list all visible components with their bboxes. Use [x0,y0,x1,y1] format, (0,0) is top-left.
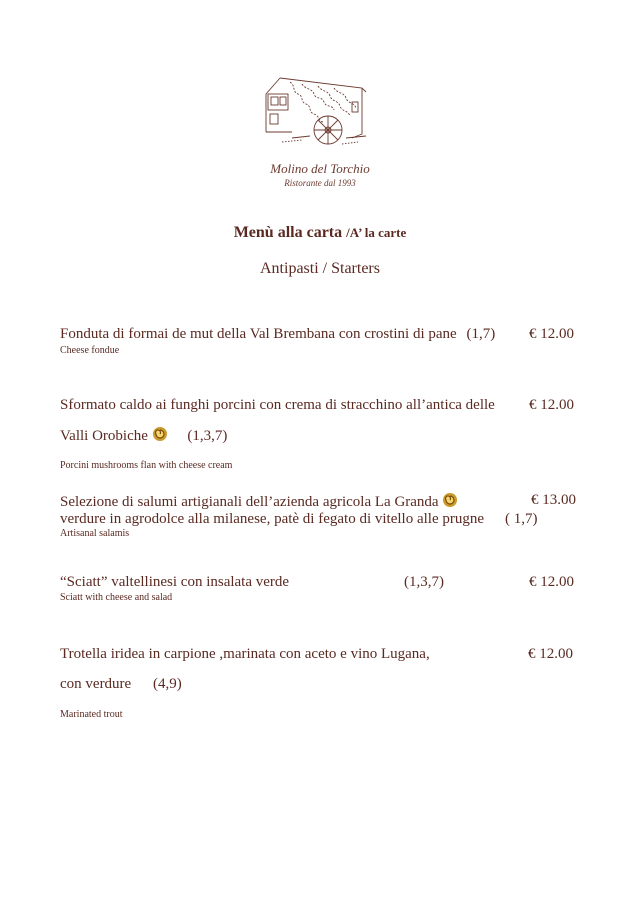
item-name: Selezione di salumi artigianali dell’azienda agricola La Granda [60,494,439,510]
snail-flower-icon [442,492,458,508]
menu-title [0,224,640,242]
item-allergens: (1,3,7) [404,574,444,590]
brand-name: Molino del Torchio [270,161,370,176]
item-translation: Artisanal salamis [60,528,130,539]
item-allergens: (4,9) [152,676,182,692]
item-price: € 12.00 [529,574,574,590]
item-name-line2: Valli Orobiche [60,428,148,444]
brand-tagline: Ristorante dal 1993 [284,178,356,188]
item-translation: Sciatt with cheese and salad [60,592,173,603]
item-allergens: (1,3,7) [187,428,228,444]
item-name-line2: con verdure [60,676,132,692]
item-price: € 12.00 [528,646,573,662]
item-name: Sformato caldo ai funghi porcini con crema di stracchino all’antica delle [60,397,495,413]
item-name: Trotella iridea in carpione ,marinata con aceto e vino Lugana, [60,646,430,662]
snail-flower-icon [152,426,168,442]
mill-house-logo-icon [262,72,378,154]
item-price: € 12.00 [529,397,574,413]
item-allergens: (1,7) [466,326,496,342]
item-allergens: ( 1,7) [505,511,538,527]
item-name: “Sciatt” valtellinesi con insalata verde [60,574,290,590]
item-price: € 13.00 [531,492,576,508]
item-name-line2: verdure in agrodolce alla milanese, patè di fegato di vitello alle prugne [60,511,484,527]
item-translation: Porcini mushrooms flan with cheese cream [60,460,233,471]
menu-title-alt: /A’ la carte [346,225,407,240]
menu-title-it: Menù alla carta [233,224,343,241]
item-translation: Cheese fondue [60,345,120,356]
section-title: Antipasti / Starters [260,260,380,277]
item-price: € 12.00 [529,326,574,342]
item-translation: Marinated trout [60,709,123,720]
item-name: Fonduta di formai de mut della Val Brembana con crostini di pane [60,326,457,342]
